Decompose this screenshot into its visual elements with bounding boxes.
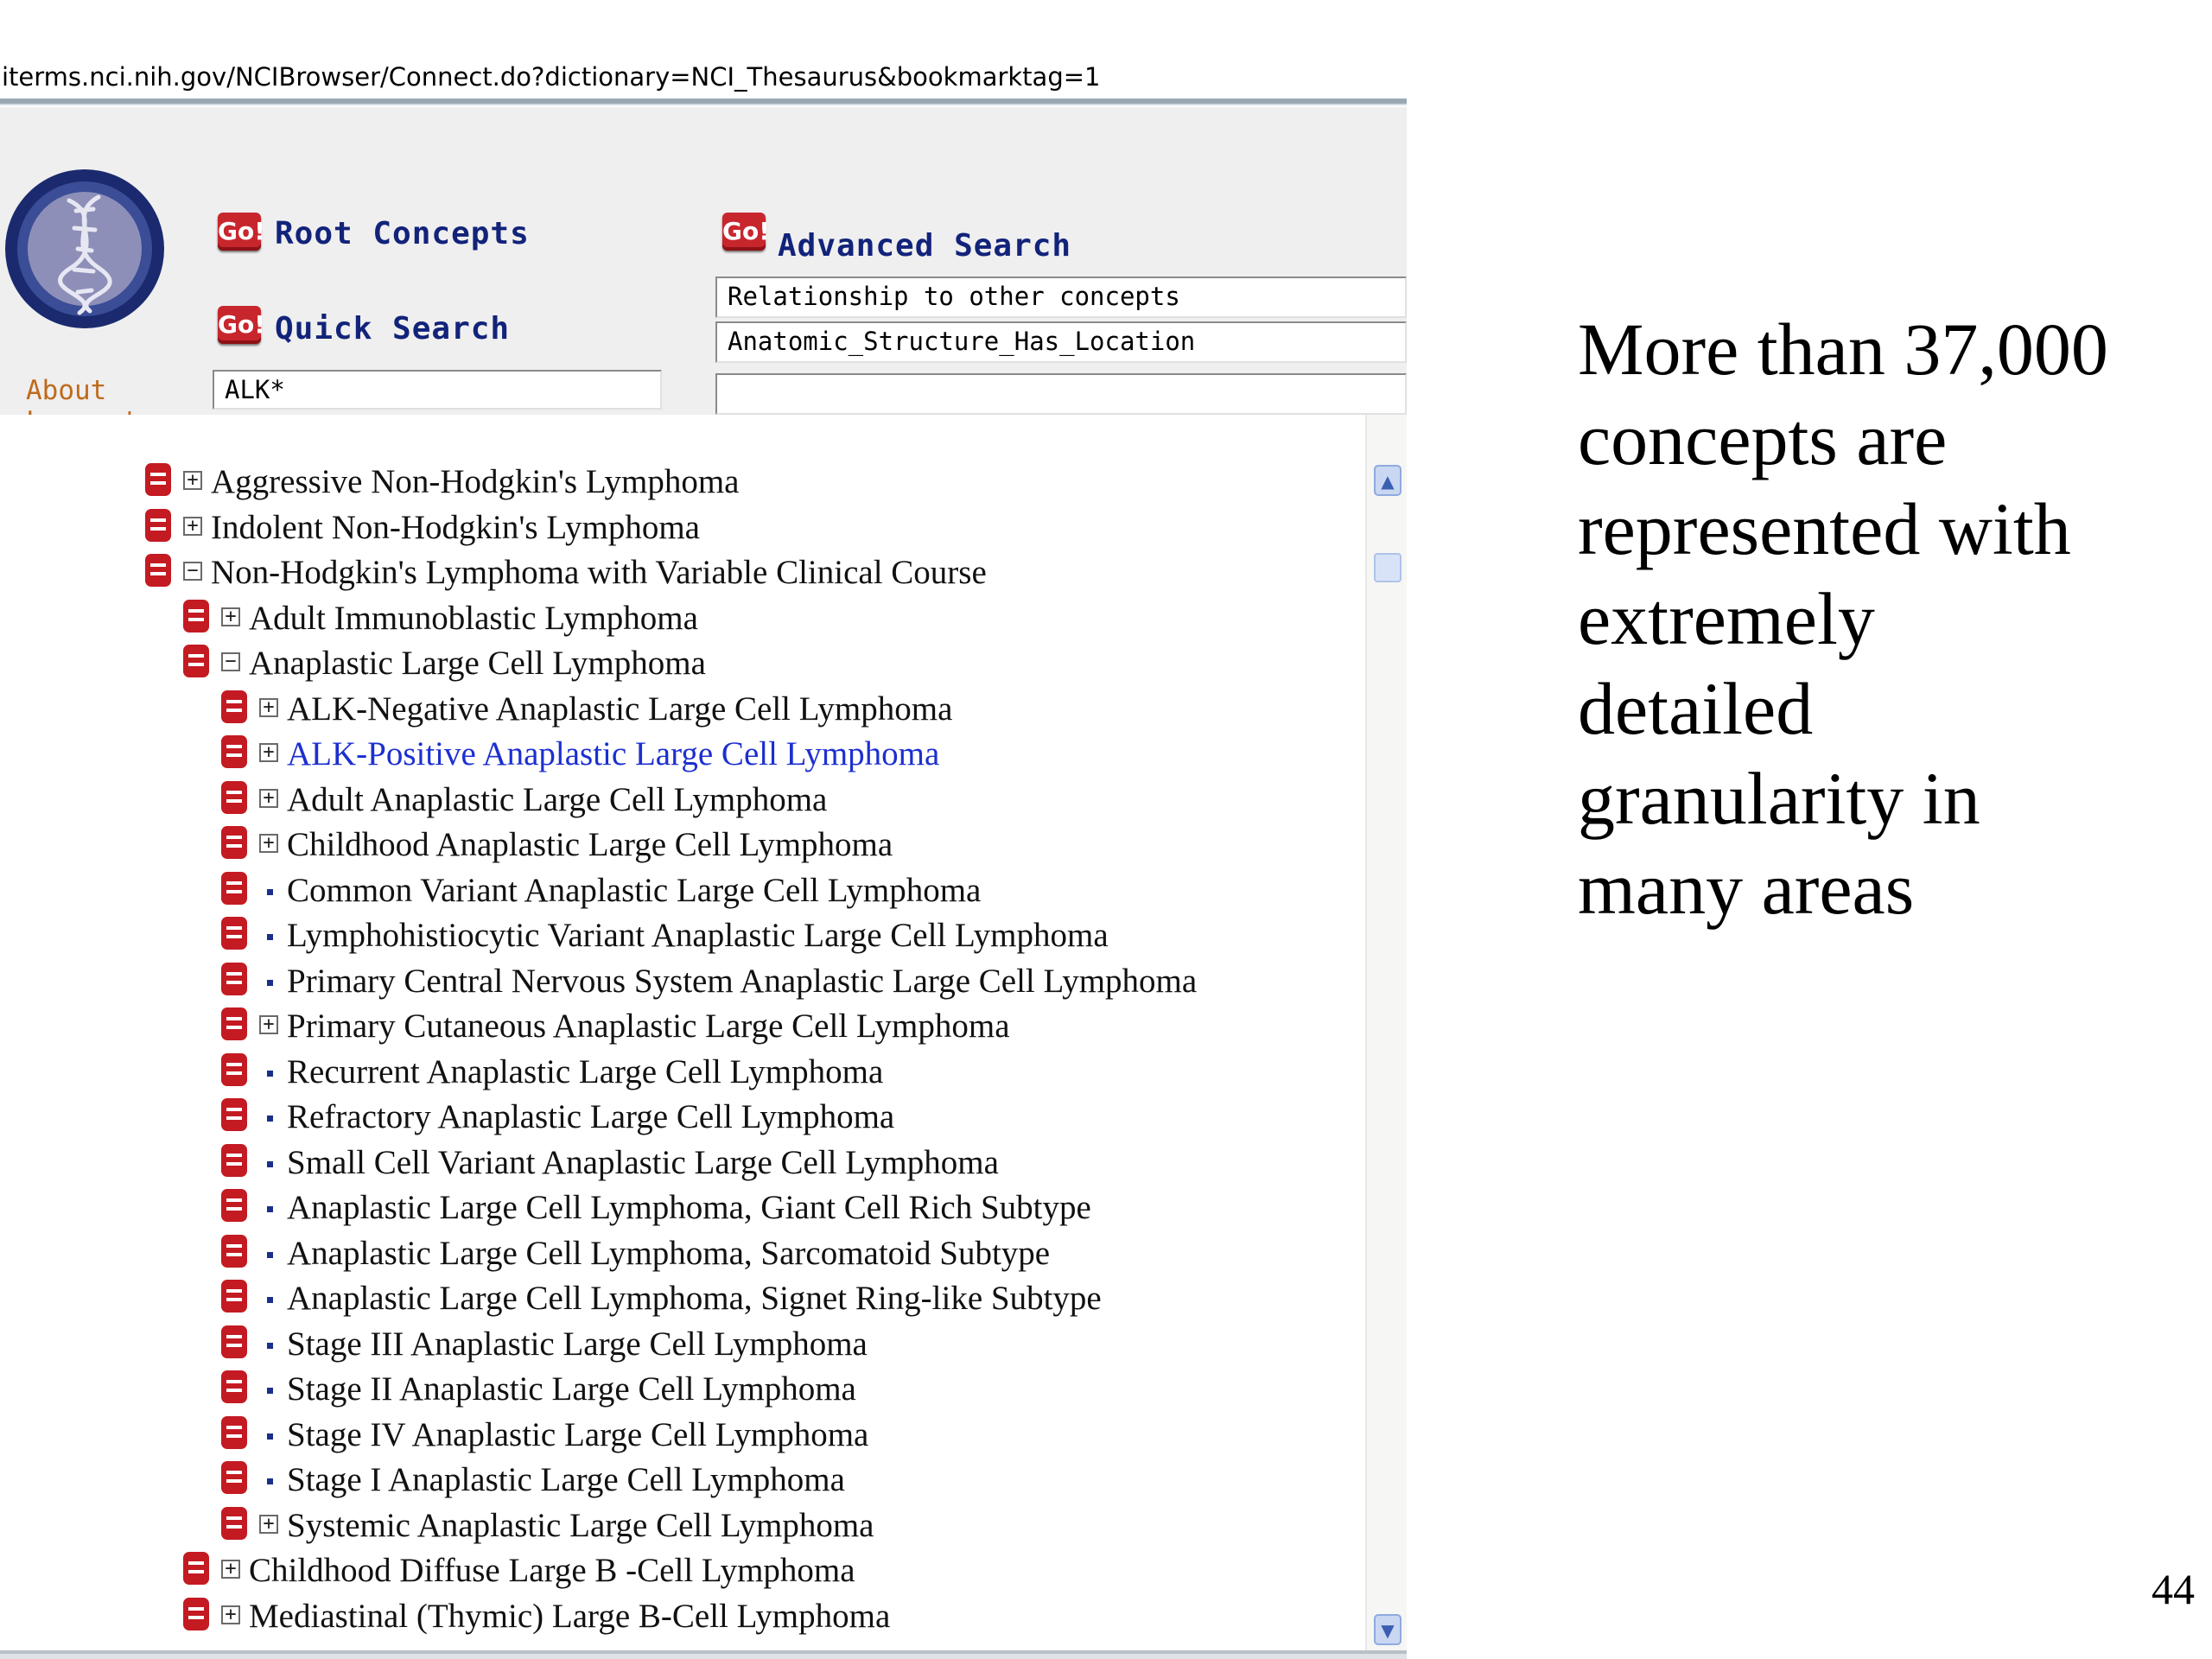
expand-plus-icon[interactable]: + [221,1560,240,1579]
document-icon[interactable] [221,1007,247,1040]
expand-plus-icon[interactable]: + [183,471,202,490]
document-icon[interactable] [221,1235,247,1268]
leaf-bullet-icon [267,934,273,940]
leaf-bullet-icon [267,1252,273,1258]
concept-label[interactable]: Stage II Anaplastic Large Cell Lymphoma [287,1370,856,1408]
tree-row[interactable] [145,460,1268,505]
quick-search-link[interactable]: Quick Search [275,311,511,346]
tree-row[interactable] [221,959,1344,1004]
concept-label[interactable]: Anaplastic Large Cell Lymphoma [249,645,706,682]
document-icon[interactable] [221,1370,247,1403]
tree-row[interactable] [221,1458,1344,1503]
document-icon[interactable] [221,1461,247,1494]
expand-plus-icon[interactable]: + [221,1605,240,1624]
tree-row[interactable] [221,1322,1344,1367]
collapse-minus-icon[interactable]: − [183,562,202,581]
document-icon[interactable] [145,554,171,587]
leaf-bullet-icon [267,1071,273,1077]
concept-label[interactable]: Small Cell Variant Anaplastic Large Cell Lymphoma [287,1143,999,1181]
app-header [0,107,1407,415]
document-icon[interactable] [183,645,209,677]
concept-label[interactable]: Adult Immunoblastic Lymphoma [249,599,698,637]
tree-scrollbar[interactable] [1365,415,1407,1650]
concept-label[interactable]: Non-Hodgkin's Lymphoma with Variable Clinical Course [211,554,987,591]
expand-plus-icon[interactable]: + [259,1515,278,1534]
document-icon[interactable] [221,917,247,950]
concept-label[interactable]: Anaplastic Large Cell Lymphoma, Giant Cell Rich Subtype [287,1189,1091,1226]
expand-plus-icon[interactable]: + [183,517,202,536]
document-icon[interactable] [183,600,209,632]
page-number: 44 [2152,1565,2195,1613]
tree-row[interactable] [183,1548,1306,1593]
tree-row[interactable] [183,596,1306,641]
tree-row[interactable] [221,1050,1344,1095]
browser-screenshot [0,55,1407,1659]
leaf-bullet-icon [267,1161,273,1167]
tree-row[interactable] [221,1367,1344,1412]
tree-row[interactable] [221,1413,1344,1458]
concept-label[interactable]: Stage I Anaplastic Large Cell Lymphoma [287,1461,845,1498]
slide-text-line: detailed [1578,667,1814,750]
concept-label[interactable]: ALK-Negative Anaplastic Large Cell Lymphoma [287,690,953,728]
concept-label[interactable]: ALK-Positive Anaplastic Large Cell Lymphoma [287,735,940,772]
slide-text-line: represented with [1578,487,2071,570]
tree-row[interactable] [221,1141,1344,1185]
concept-label[interactable]: Systemic Anaplastic Large Cell Lymphoma [287,1506,874,1544]
document-icon[interactable] [221,1280,247,1313]
document-icon[interactable] [221,1098,247,1131]
expand-plus-icon[interactable]: + [259,1015,278,1034]
concept-label[interactable]: Primary Cutaneous Anaplastic Large Cell Lymphoma [287,1007,1010,1045]
document-icon[interactable] [221,1325,247,1358]
root-concepts-link[interactable]: Root Concepts [275,216,530,251]
slide-text-line: extremely [1578,577,1875,660]
concept-label[interactable]: Anaplastic Large Cell Lymphoma, Sarcomatoid Subtype [287,1234,1051,1272]
slide-text-line: many areas [1578,847,1915,930]
expand-plus-icon[interactable]: + [259,789,278,808]
document-icon[interactable] [221,1053,247,1086]
tree-row[interactable] [221,1231,1344,1276]
document-icon[interactable] [221,781,247,814]
tree-row[interactable] [221,1503,1344,1548]
scrollbar-thumb[interactable] [1374,553,1402,582]
collapse-minus-icon[interactable]: − [221,652,240,671]
tree-row[interactable] [221,1095,1344,1140]
tree-row[interactable] [145,505,1268,550]
tree-row[interactable] [221,1276,1344,1321]
quick-search-input[interactable]: ALK* [213,370,662,410]
concept-label[interactable]: Adult Anaplastic Large Cell Lymphoma [287,780,828,818]
slide-text-line: concepts are [1578,397,1948,480]
tree-row[interactable] [221,732,1344,777]
concept-label[interactable]: Stage III Anaplastic Large Cell Lymphoma [287,1325,868,1363]
document-icon[interactable] [221,1189,247,1222]
nci-logo-icon [2,166,164,342]
advanced-search-go-icon[interactable]: Go! [722,213,766,251]
advanced-search-relationship-select[interactable]: Anatomic_Structure_Has_Location [715,321,1407,363]
slide-body-text [1578,304,2183,933]
document-icon[interactable] [145,463,171,496]
concept-label[interactable]: Anaplastic Large Cell Lymphoma, Signet Ring-like Subtype [287,1280,1102,1317]
root-concepts-go-icon[interactable]: Go! [218,213,261,251]
expand-plus-icon[interactable]: + [259,834,278,853]
leaf-bullet-icon [267,1388,273,1394]
leaf-bullet-icon [267,1343,273,1349]
concept-label[interactable]: Stage IV Anaplastic Large Cell Lymphoma [287,1415,869,1453]
arrow-up-icon[interactable]: ▲ [1374,465,1402,496]
concept-label[interactable]: Common Variant Anaplastic Large Cell Lymphoma [287,871,982,909]
document-icon[interactable] [221,872,247,905]
leaf-bullet-icon [267,889,273,895]
tree-row[interactable] [221,1185,1344,1230]
concept-label[interactable]: Mediastinal (Thymic) Large B-Cell Lymphoma [249,1597,891,1635]
concept-label[interactable]: Recurrent Anaplastic Large Cell Lymphoma [287,1052,884,1090]
tree-row[interactable] [183,1594,1306,1639]
leaf-bullet-icon [267,1297,273,1303]
url-divider [0,99,1407,105]
advanced-search-link[interactable]: Advanced Search [778,228,1072,264]
arrow-down-icon[interactable]: ▼ [1374,1614,1402,1645]
tree-row[interactable] [221,823,1344,868]
advanced-search-type-select[interactable]: Relationship to other concepts [715,276,1407,318]
tree-row[interactable] [221,778,1344,823]
document-icon[interactable] [221,963,247,995]
document-icon[interactable] [183,1598,209,1630]
concept-label[interactable]: Lymphohistiocytic Variant Anaplastic Large Cell Lymphoma [287,917,1109,954]
advanced-search-input[interactable] [715,373,1407,415]
quick-search-go-icon[interactable]: Go! [218,306,261,344]
expand-plus-icon[interactable]: + [259,743,278,762]
leaf-bullet-icon [267,980,273,986]
concept-label[interactable]: Primary Central Nervous System Anaplastic Large Cell Lymphoma [287,962,1198,1000]
document-icon[interactable] [221,1144,247,1177]
slide-text-line: granularity in [1578,757,1980,840]
leaf-bullet-icon [267,1478,273,1484]
document-icon[interactable] [221,1416,247,1449]
document-icon[interactable] [221,690,247,723]
concept-label[interactable]: Refractory Anaplastic Large Cell Lymphoma [287,1098,895,1135]
document-icon[interactable] [145,509,171,542]
tree-row[interactable] [221,868,1344,913]
leaf-bullet-icon [267,1433,273,1440]
tree-row[interactable] [145,550,1268,595]
concept-label[interactable]: Childhood Anaplastic Large Cell Lymphoma [287,826,893,863]
document-icon[interactable] [221,826,247,859]
leaf-bullet-icon [267,1116,273,1122]
leaf-bullet-icon [267,1206,273,1212]
document-icon[interactable] [221,1507,247,1540]
url-bar[interactable]: iterms.nci.nih.gov/NCIBrowser/Connect.do?dictionary=NCI_Thesaurus&bookmarktag=1 [2,62,1101,92]
about-link[interactable]: About [26,375,107,406]
tree-row[interactable] [221,1004,1344,1049]
expand-plus-icon[interactable]: + [221,607,240,626]
concept-tree [0,415,1365,1650]
status-bar [0,1650,1407,1659]
document-icon[interactable] [221,735,247,768]
slide-text-line: More than 37,000 [1578,308,2108,391]
concept-label[interactable]: Childhood Diffuse Large B -Cell Lymphoma [249,1552,855,1589]
document-icon[interactable] [183,1552,209,1585]
tree-row[interactable] [221,687,1344,732]
concept-label[interactable]: Aggressive Non-Hodgkin's Lymphoma [211,463,740,500]
tree-row[interactable] [183,641,1306,686]
expand-plus-icon[interactable]: + [259,698,278,717]
tree-row[interactable] [221,913,1344,958]
concept-label[interactable]: Indolent Non-Hodgkin's Lymphoma [211,508,700,546]
